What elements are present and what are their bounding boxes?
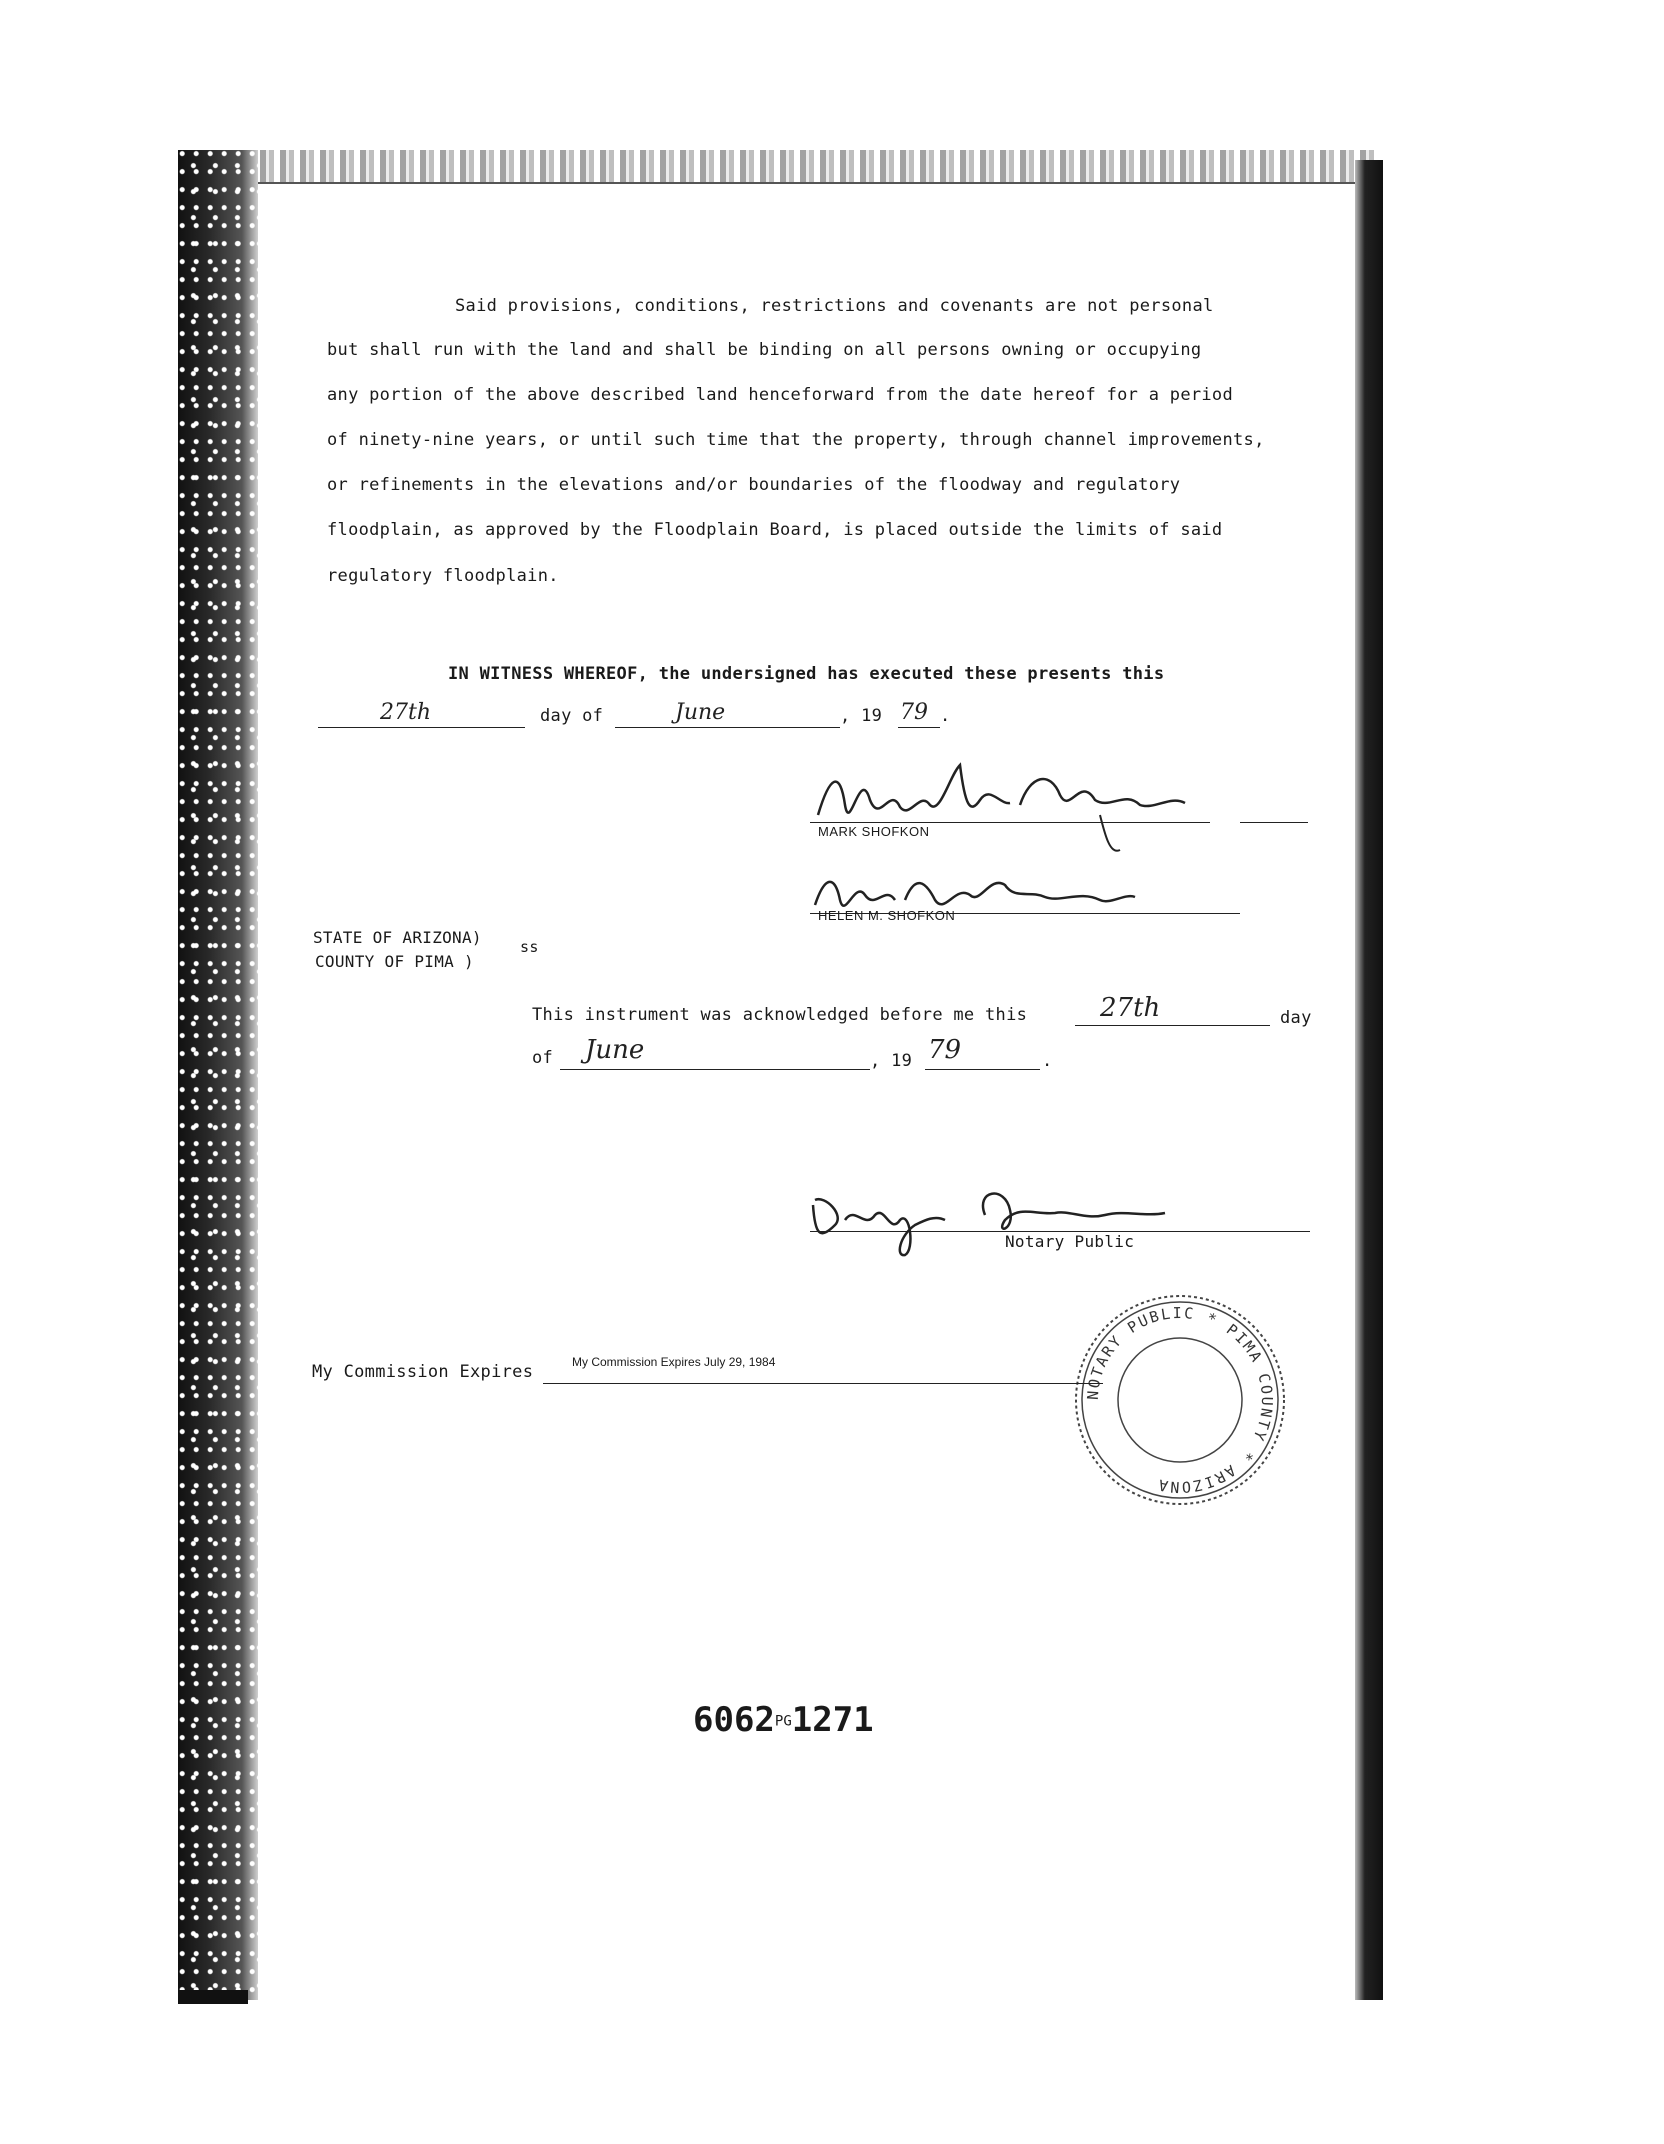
- signer-1-line: [810, 822, 1210, 823]
- witness-period: .: [940, 706, 951, 726]
- ack-year-handwritten: 79: [928, 1035, 962, 1065]
- scan-top-rule: [258, 182, 1358, 184]
- notary-title: Notary Public: [1005, 1232, 1135, 1251]
- seal-text: NOTARY PUBLIC * PIMA COUNTY * ARIZONA: [1083, 1303, 1277, 1497]
- ack-day-blank: [1075, 1025, 1270, 1026]
- scan-left-edge: [178, 150, 258, 2000]
- scan-bottom-mark: [178, 1990, 248, 2004]
- ack-month-blank: [560, 1069, 870, 1070]
- venue-county: COUNTY OF PIMA ): [315, 952, 474, 971]
- ack-month-handwritten: June: [585, 1035, 645, 1065]
- signature-notary: [805, 1175, 1225, 1265]
- notary-seal: [1070, 1290, 1290, 1510]
- signature-helen-shofkon: [810, 855, 1140, 935]
- commission-label: My Commission Expires: [312, 1362, 534, 1382]
- signature-mark-shofkon: [810, 745, 1210, 865]
- venue-ss: ss: [520, 938, 539, 956]
- witness-year-handwritten: 79: [900, 700, 928, 725]
- witness-year-blank: [898, 727, 940, 728]
- recording-page-label: PG: [774, 1713, 792, 1730]
- ack-period: .: [1042, 1051, 1053, 1071]
- paragraph-line-4: of ninety-nine years, or until such time that the property, through channel improvements,: [327, 430, 1265, 450]
- signer-1-name: MARK SHOFKON: [818, 824, 930, 839]
- ack-day-handwritten: 27th: [1100, 993, 1161, 1023]
- paragraph-line-5: or refinements in the elevations and/or boundaries of the floodway and regulatory: [327, 475, 1181, 495]
- signer-2-name: HELEN M. SHOFKON: [818, 908, 956, 923]
- witness-day-blank: [318, 727, 525, 728]
- paragraph-line-1: Said provisions, conditions, restrictions and covenants are not personal: [455, 296, 1214, 316]
- commission-stamp: My Commission Expires July 29, 1984: [572, 1355, 776, 1369]
- witness-year-prefix: , 19: [840, 706, 883, 726]
- recording-book-page: [693, 1700, 874, 1740]
- witness-intro: IN WITNESS WHEREOF, the undersigned has executed these presents this: [448, 664, 1165, 684]
- ack-year-prefix: , 19: [870, 1051, 913, 1071]
- venue-state: STATE OF ARIZONA): [313, 928, 482, 947]
- scan-top-edge: [180, 150, 1380, 184]
- paragraph-line-3: any portion of the above described land henceforward from the date hereof for a period: [327, 385, 1233, 405]
- ack-day-label: day: [1280, 1008, 1312, 1028]
- paragraph-line-7: regulatory floodplain.: [327, 566, 559, 586]
- paragraph-line-6: floodplain, as approved by the Floodplain Board, is placed outside the limits of said: [327, 520, 1223, 540]
- ack-year-blank: [925, 1069, 1040, 1070]
- scan-right-edge: [1355, 160, 1383, 2000]
- witness-month-handwritten: June: [675, 700, 726, 725]
- witness-month-blank: [615, 727, 840, 728]
- commission-blank: [543, 1383, 1103, 1384]
- paragraph-line-2: but shall run with the land and shall be binding on all persons owning or occupying: [327, 340, 1202, 360]
- recording-book: 6062: [693, 1700, 775, 1740]
- witness-day-handwritten: 27th: [380, 700, 432, 725]
- recording-page: 1271: [791, 1700, 874, 1740]
- ack-text: This instrument was acknowledged before me this: [532, 1005, 1028, 1025]
- signer-1-line-tail: [1240, 822, 1308, 823]
- ack-of-label: of: [532, 1048, 554, 1068]
- witness-day-of-label: day of: [540, 706, 604, 726]
- svg-text:NOTARY PUBLIC * PIMA COUNTY *: [1084, 1304, 1276, 1496]
